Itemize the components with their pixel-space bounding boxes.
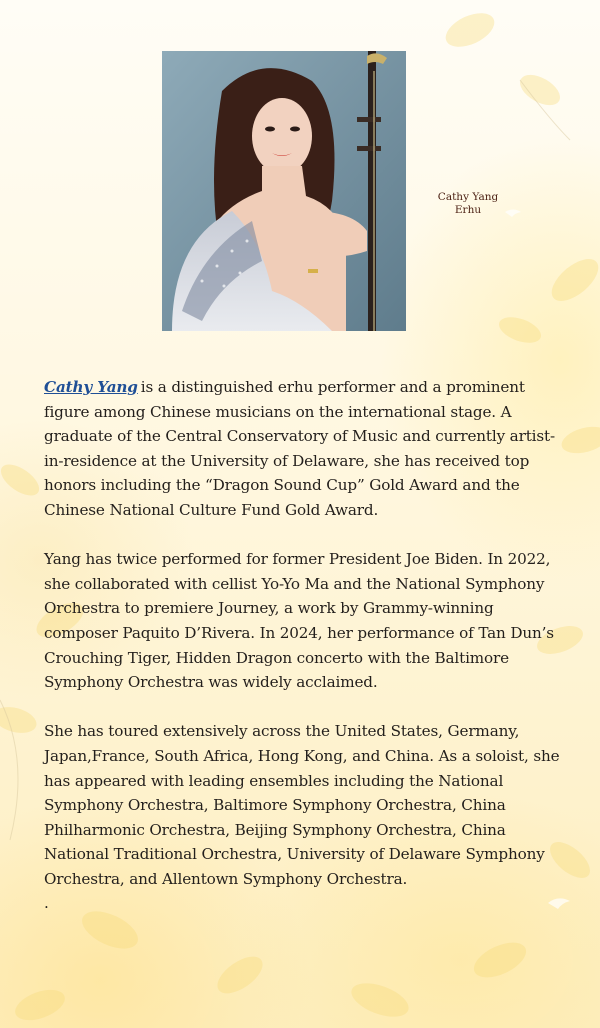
bio-paragraph-3: She has toured extensively across the United States, Germany, Japan,France, South Africa, Hong Kong, and China. As a soloist, she has appeared with leading ensembles including the National Symphony Orchestra, Baltimore Symphony Orchestra, China Philharmonic Orchestra, Beijing Symphony Orchestra, China National Traditional Orchestra, University of Delaware Symphony Orchestra, and Allentown Symphony Orchestra. — [44, 722, 560, 888]
photo-caption — [436, 191, 500, 217]
trailing-period: . — [44, 894, 49, 913]
portrait-illustration — [162, 51, 406, 331]
bio-paragraph-1 — [44, 375, 564, 523]
caption-name: Cathy Yang — [437, 191, 499, 203]
biography — [44, 375, 564, 916]
artist-name-link[interactable]: Cathy Yang — [44, 378, 138, 396]
bio-paragraph-2: Yang has twice performed for former President Joe Biden. In 2022, she collaborated with cellist Yo-Yo Ma and the National Symphony Orchestra to premiere Journey, a work by Grammy-winning composer Paquito D’Rivera. In 2024, her performance of Tan Dun’s Crouching Tiger, Hidden Dragon concerto with the Baltimore Symphony Orchestra was widely acclaimed. — [44, 550, 554, 692]
bio-paragraph-1-text: is a distinguished erhu performer and a prominent figure among Chinese musicians on the international stage. A graduate of the Central Conservatory of Music and currently artist-in-residence at the University of Delaware, she has received top honors including the “Dragon Sound Cup” Gold Award and the Chinese National Culture Fund Gold Award. — [44, 378, 555, 519]
portrait-photo — [162, 51, 406, 331]
caption-instrument: Erhu — [454, 204, 482, 216]
